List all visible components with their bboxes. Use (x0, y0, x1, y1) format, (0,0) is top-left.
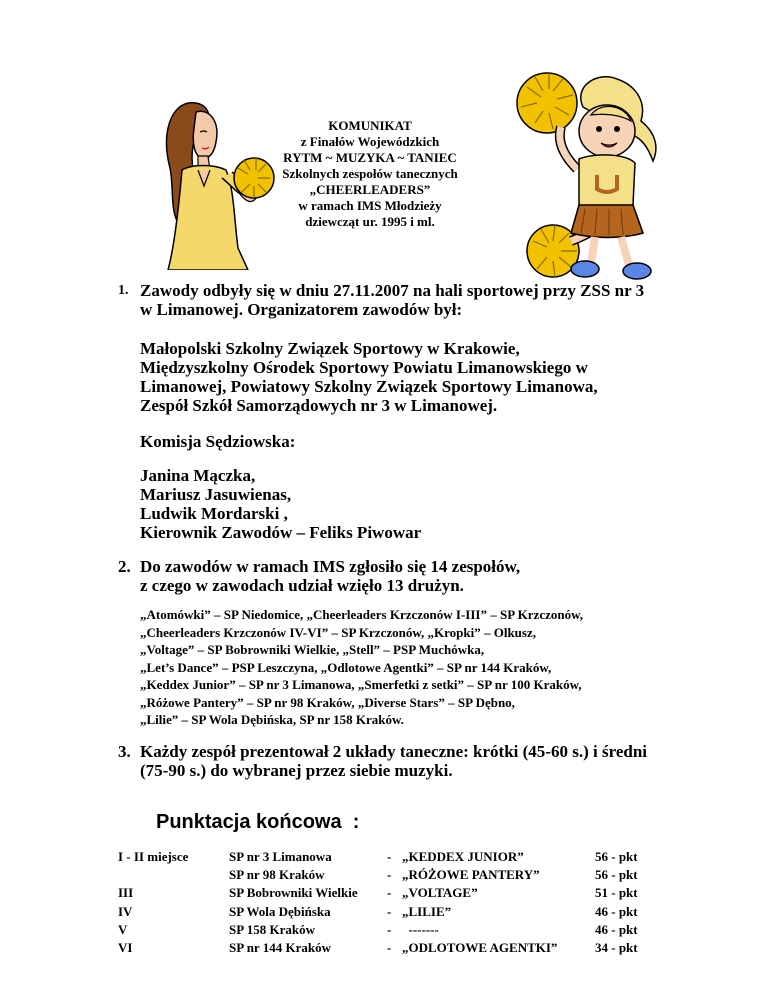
announcement-header (250, 118, 490, 230)
text-line: Do zawodów w ramach IMS zgłosiło się 14 zespołów, (140, 557, 521, 576)
team-cell: ------- (402, 921, 439, 937)
table-row (118, 884, 638, 902)
dash-cell: - (387, 849, 392, 864)
team-cell: „ODLOTOWE AGENTKI” (402, 940, 558, 956)
results-title: Punktacja końcowa : (156, 811, 360, 833)
points-cell: 56 - pkt (595, 867, 638, 883)
header-line: dziewcząt ur. 1995 i ml. (305, 214, 435, 229)
left-pompom-shape (517, 73, 577, 133)
teams-line: „Atomówki” – SP Niedomice, „Cheerleaders Krzczonów I-III” – SP Krzczonów, (140, 607, 584, 622)
dash-cell: - (387, 867, 392, 883)
jury-member: Ludwik Mordarski , (140, 504, 288, 523)
header-line: z Finałów Wojewódzkich (300, 134, 440, 149)
organizer-line: Zespół Szkół Samorządowych nr 3 w Limanowej. (140, 396, 498, 415)
header-line: Szkolnych zespołów tanecznych (282, 166, 458, 181)
team-cell: „KEDDEX JUNIOR” (402, 849, 524, 864)
text-line: Każdy zespół prezentował 2 układy taneczne: krótki (45-60 s.) i średni (140, 742, 647, 761)
team-cell: „RÓŻOWE PANTERY” (402, 867, 540, 883)
school-cell: SP nr 98 Kraków (229, 867, 325, 883)
dash-cell: - (387, 921, 392, 937)
face-shape (193, 111, 217, 158)
header-line: „CHEERLEADERS” (309, 182, 431, 197)
school-cell: SP Bobrowniki Wielkie (229, 885, 358, 901)
teams-line: „Let’s Dance” – PSP Leszczyna, „Odlotowe Agentki” – SP nr 144 Kraków, (140, 659, 552, 675)
text-line: z czego w zawodach udział wzięło 13 drużyn. (140, 576, 464, 595)
school-cell: SP nr 3 Limanowa (229, 849, 332, 864)
team-cell: „LILIE” (402, 903, 452, 919)
text-line: w Limanowej. Organizatorem zawodów był: (140, 300, 463, 319)
table-row (118, 921, 638, 939)
teams-line: „Różowe Pantery” – SP nr 98 Kraków, „Diverse Stars” – SP Dębno, (140, 694, 515, 710)
jury-heading: Komisja Sędziowska: (140, 432, 296, 451)
header-line: KOMUNIKAT (328, 118, 412, 133)
text-line: Zawody odbyły się w dniu 27.11.2007 na hali sportowej przy ZSS nr 3 (140, 281, 645, 300)
teams-list (140, 606, 583, 729)
jury-member: Mariusz Jasuwienas, (140, 485, 292, 504)
place-cell (118, 866, 229, 884)
points-cell: 51 - pkt (595, 885, 638, 901)
shoe-shape (571, 261, 599, 277)
place-cell: I - II miejsce (118, 849, 189, 864)
section-2-number: 2. (118, 557, 131, 576)
place-cell: VI (118, 940, 133, 956)
jury-list (140, 466, 421, 542)
dash-cell: - (387, 885, 392, 901)
place-cell: IV (118, 903, 133, 919)
school-cell: SP 158 Kraków (229, 921, 315, 937)
dash-cell: - (387, 903, 392, 919)
table-row (118, 866, 638, 884)
section-2-intro (140, 557, 520, 595)
teams-line: „Lilie” – SP Wola Dębińska, SP nr 158 Kraków. (140, 712, 404, 727)
table-row (118, 903, 638, 921)
text-line: (75-90 s.) do wybranej przez siebie muzyki. (140, 761, 453, 780)
sweater-shape (579, 155, 635, 210)
points-cell: 46 - pkt (595, 921, 638, 937)
header-line: RYTM ~ MUZYKA ~ TANIEC (283, 150, 457, 165)
teams-line: „Keddex Junior” – SP nr 3 Limanowa, „Smerfetki z setki” – SP nr 100 Kraków, (140, 677, 582, 692)
points-cell: 34 - pkt (595, 940, 638, 956)
points-cell: 46 - pkt (595, 903, 638, 919)
organizers-list (140, 339, 598, 415)
school-cell: SP nr 144 Kraków (229, 940, 331, 956)
organizer-line: Limanowej, Powiatowy Szkolny Związek Sportowy Limanowa, (140, 377, 598, 396)
jury-member: Kierownik Zawodów – Feliks Piwowar (140, 523, 422, 542)
section-1-number: 1. (118, 283, 129, 298)
organizer-line: Małopolski Szkolny Związek Sportowy w Krakowie, (140, 339, 520, 358)
table-row (118, 939, 638, 957)
skirt-shape (571, 205, 643, 238)
jury-member: Janina Mączka, (140, 466, 256, 485)
section-3-number: 3. (118, 742, 131, 761)
points-cell: 56 - pkt (595, 849, 638, 864)
team-cell: „VOLTAGE” (402, 885, 478, 901)
results-table (118, 848, 638, 957)
teams-line: „Cheerleaders Krzczonów IV-VI” – SP Krzczonów, „Kropki” – Olkusz, (140, 624, 536, 640)
header-line: w ramach IMS Młodzieży (298, 198, 442, 213)
cartoon-cheerleader-girl-illustration (513, 65, 663, 287)
teams-line: „Voltage” – SP Bobrowniki Wielkie, „Stell” – PSP Muchówka, (140, 642, 485, 657)
place-cell: III (118, 885, 134, 901)
place-cell: V (118, 921, 128, 937)
organizer-line: Międzyszkolny Ośrodek Sportowy Powiatu Limanowskiego w (140, 358, 588, 377)
shoe-shape (623, 263, 651, 279)
section-1-intro (140, 281, 644, 319)
school-cell: SP Wola Dębińska (229, 903, 331, 919)
table-row (118, 848, 638, 866)
section-3-text (140, 742, 647, 780)
dash-cell: - (387, 940, 392, 956)
